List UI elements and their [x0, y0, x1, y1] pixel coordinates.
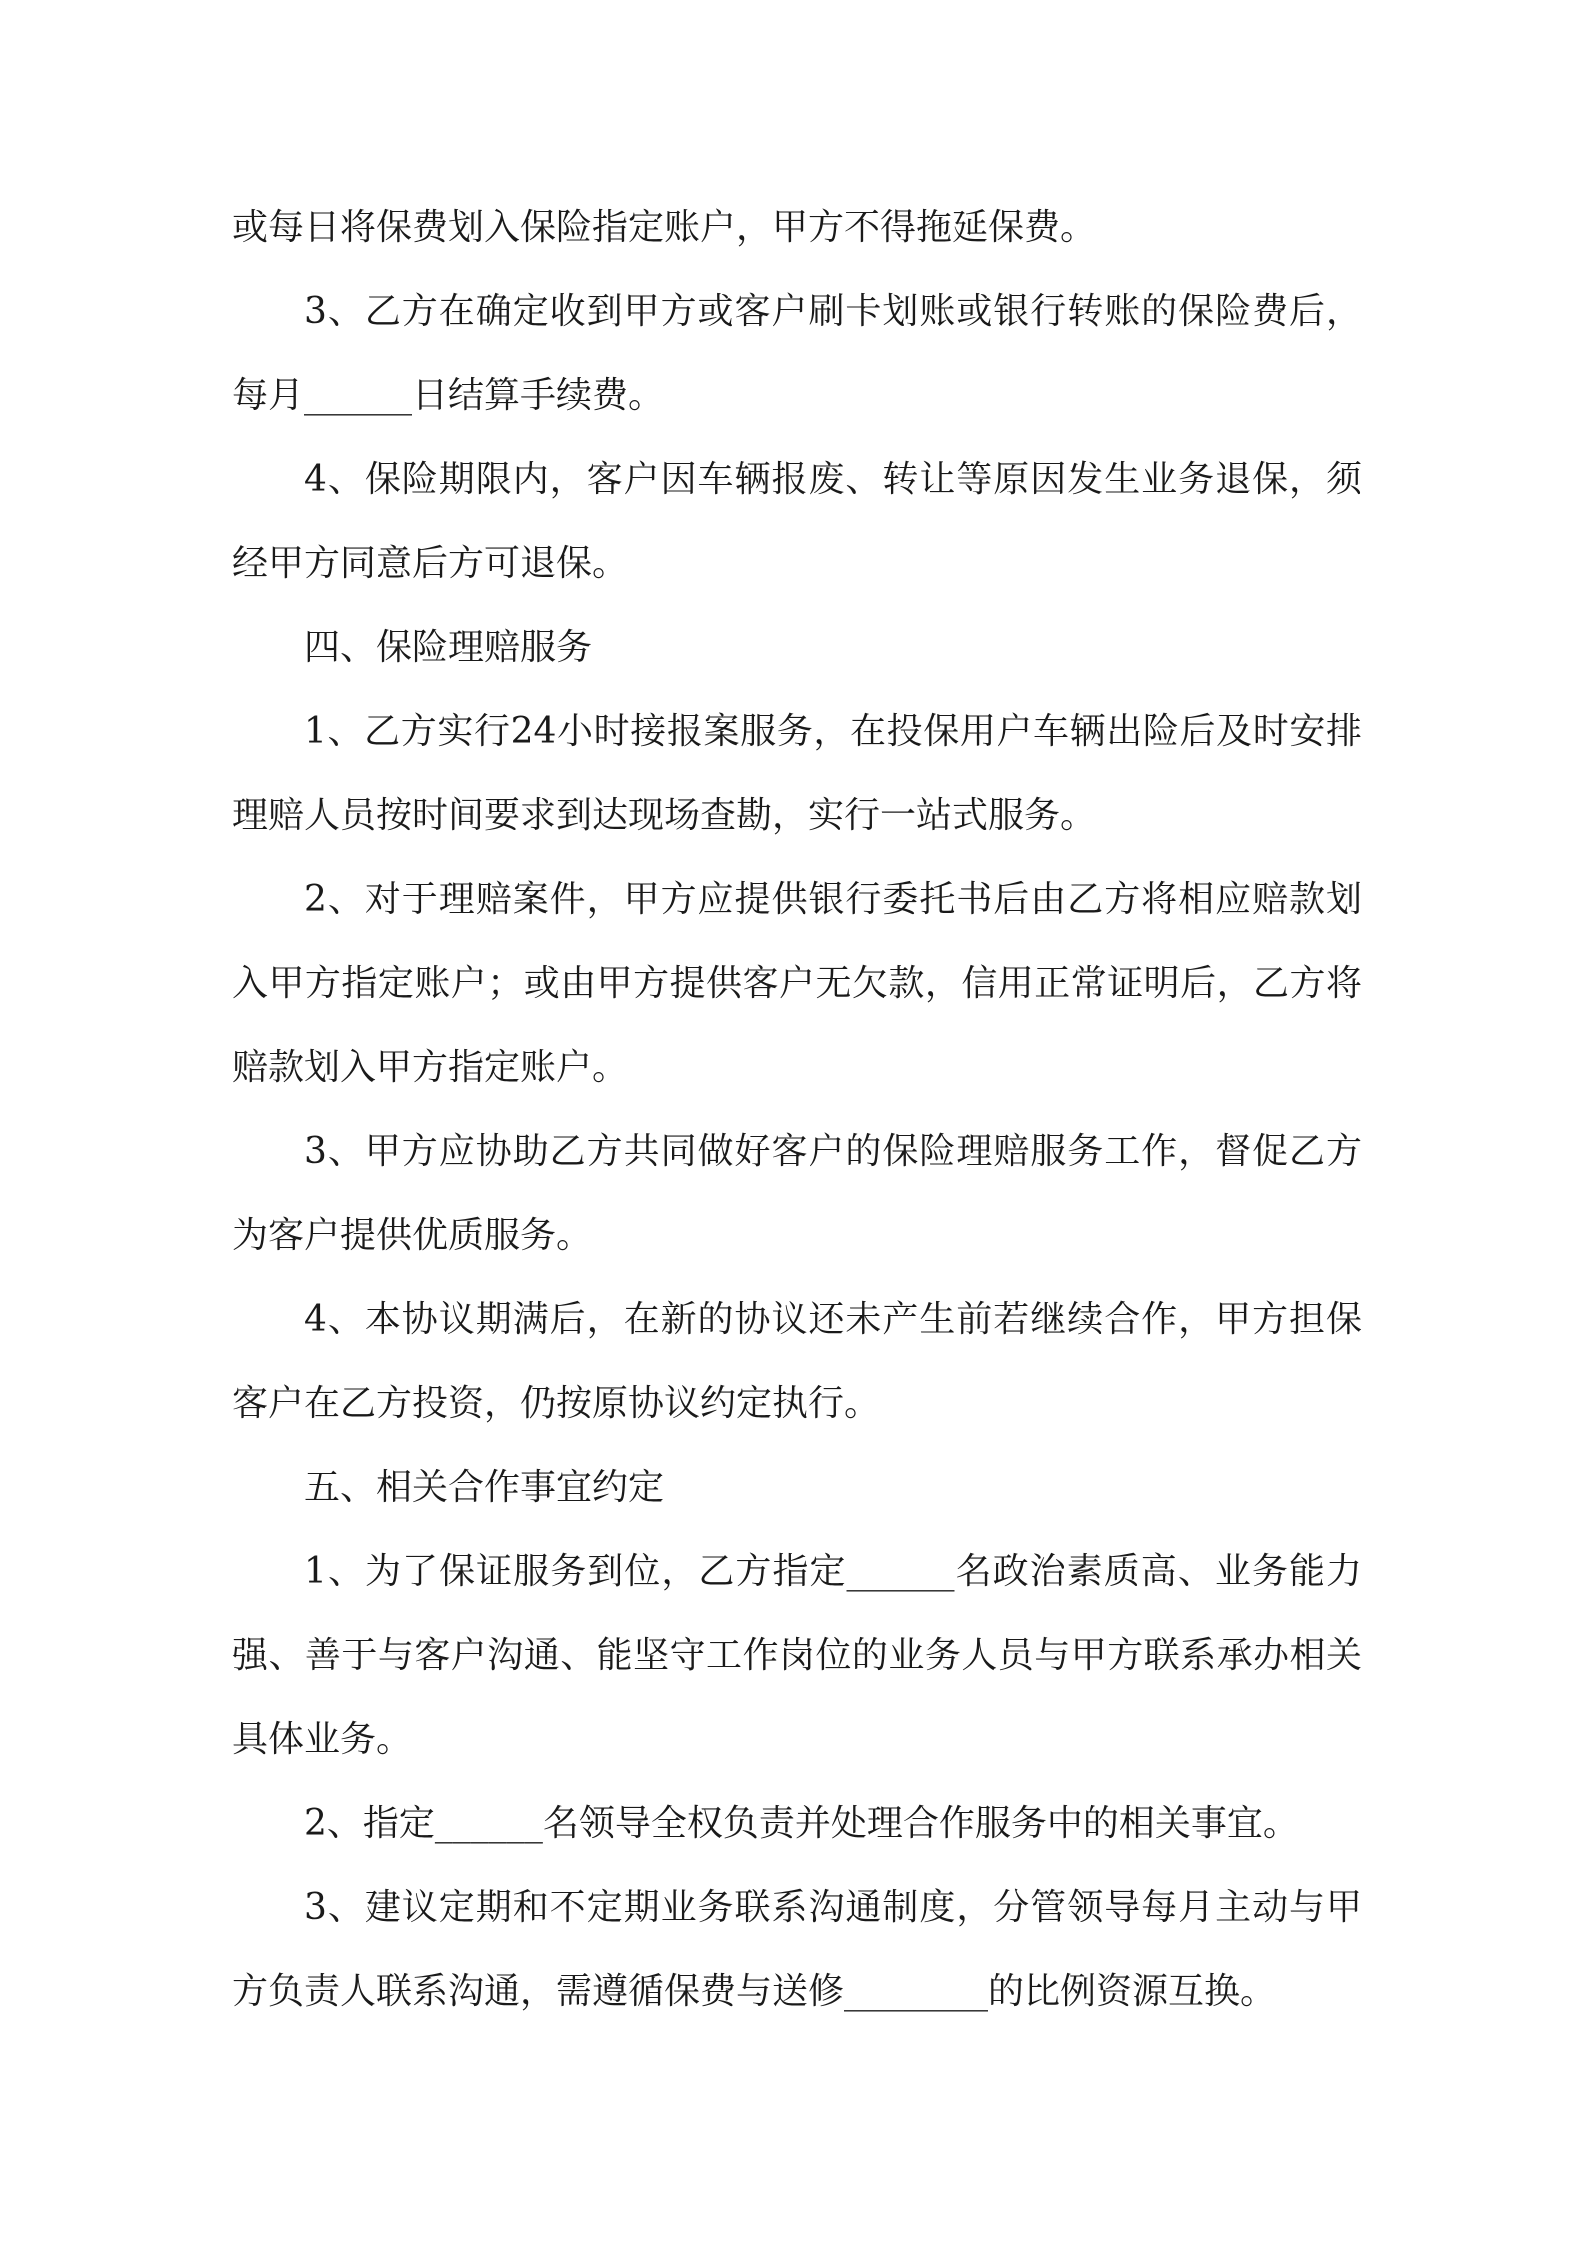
paragraph-claims-3: 3、甲方应协助乙方共同做好客户的保险理赔服务工作，督促乙方为客户提供优质服务。 [232, 1131, 1362, 1256]
paragraph-clause-4-refund: 4、保险期限内，客户因车辆报废、转让等原因发生业务退保，须经甲方同意后方可退保。 [232, 459, 1362, 584]
document-body [232, 186, 1362, 2034]
paragraph-cooperation-2: 2、指定______名领导全权负责并处理合作服务中的相关事宜。 [304, 1803, 1299, 1844]
section-heading-claims-service: 四、保险理赔服务 [304, 627, 593, 668]
section-heading-cooperation: 五、相关合作事宜约定 [304, 1467, 665, 1508]
paragraph-claims-2: 2、对于理赔案件，甲方应提供银行委托书后由乙方将相应赔款划入甲方指定账户；或由甲方提供客户无欠款，信用正常证明后，乙方将赔款划入甲方指定账户。 [232, 879, 1362, 1088]
paragraph-clause-3-fee-settlement: 3、乙方在确定收到甲方或客户刷卡划账或银行转账的保险费后，每月______日结算手续费。 [232, 291, 1362, 416]
paragraph-cooperation-3: 3、建议定期和不定期业务联系沟通制度，分管领导每月主动与甲方负责人联系沟通，需遵循保费与送修________的比例资源互换。 [232, 1887, 1362, 2012]
paragraph-cooperation-1: 1、为了保证服务到位，乙方指定______名政治素质高、业务能力强、善于与客户沟通、能坚守工作岗位的业务人员与甲方联系承办相关具体业务。 [232, 1551, 1362, 1760]
paragraph-claims-1: 1、乙方实行24小时接报案服务，在投保用户车辆出险后及时安排理赔人员按时间要求到达现场查勘，实行一站式服务。 [232, 711, 1362, 836]
paragraph-continuation: 或每日将保费划入保险指定账户，甲方不得拖延保费。 [232, 207, 1097, 248]
paragraph-claims-4: 4、本协议期满后，在新的协议还未产生前若继续合作，甲方担保客户在乙方投资，仍按原协议约定执行。 [232, 1299, 1362, 1424]
